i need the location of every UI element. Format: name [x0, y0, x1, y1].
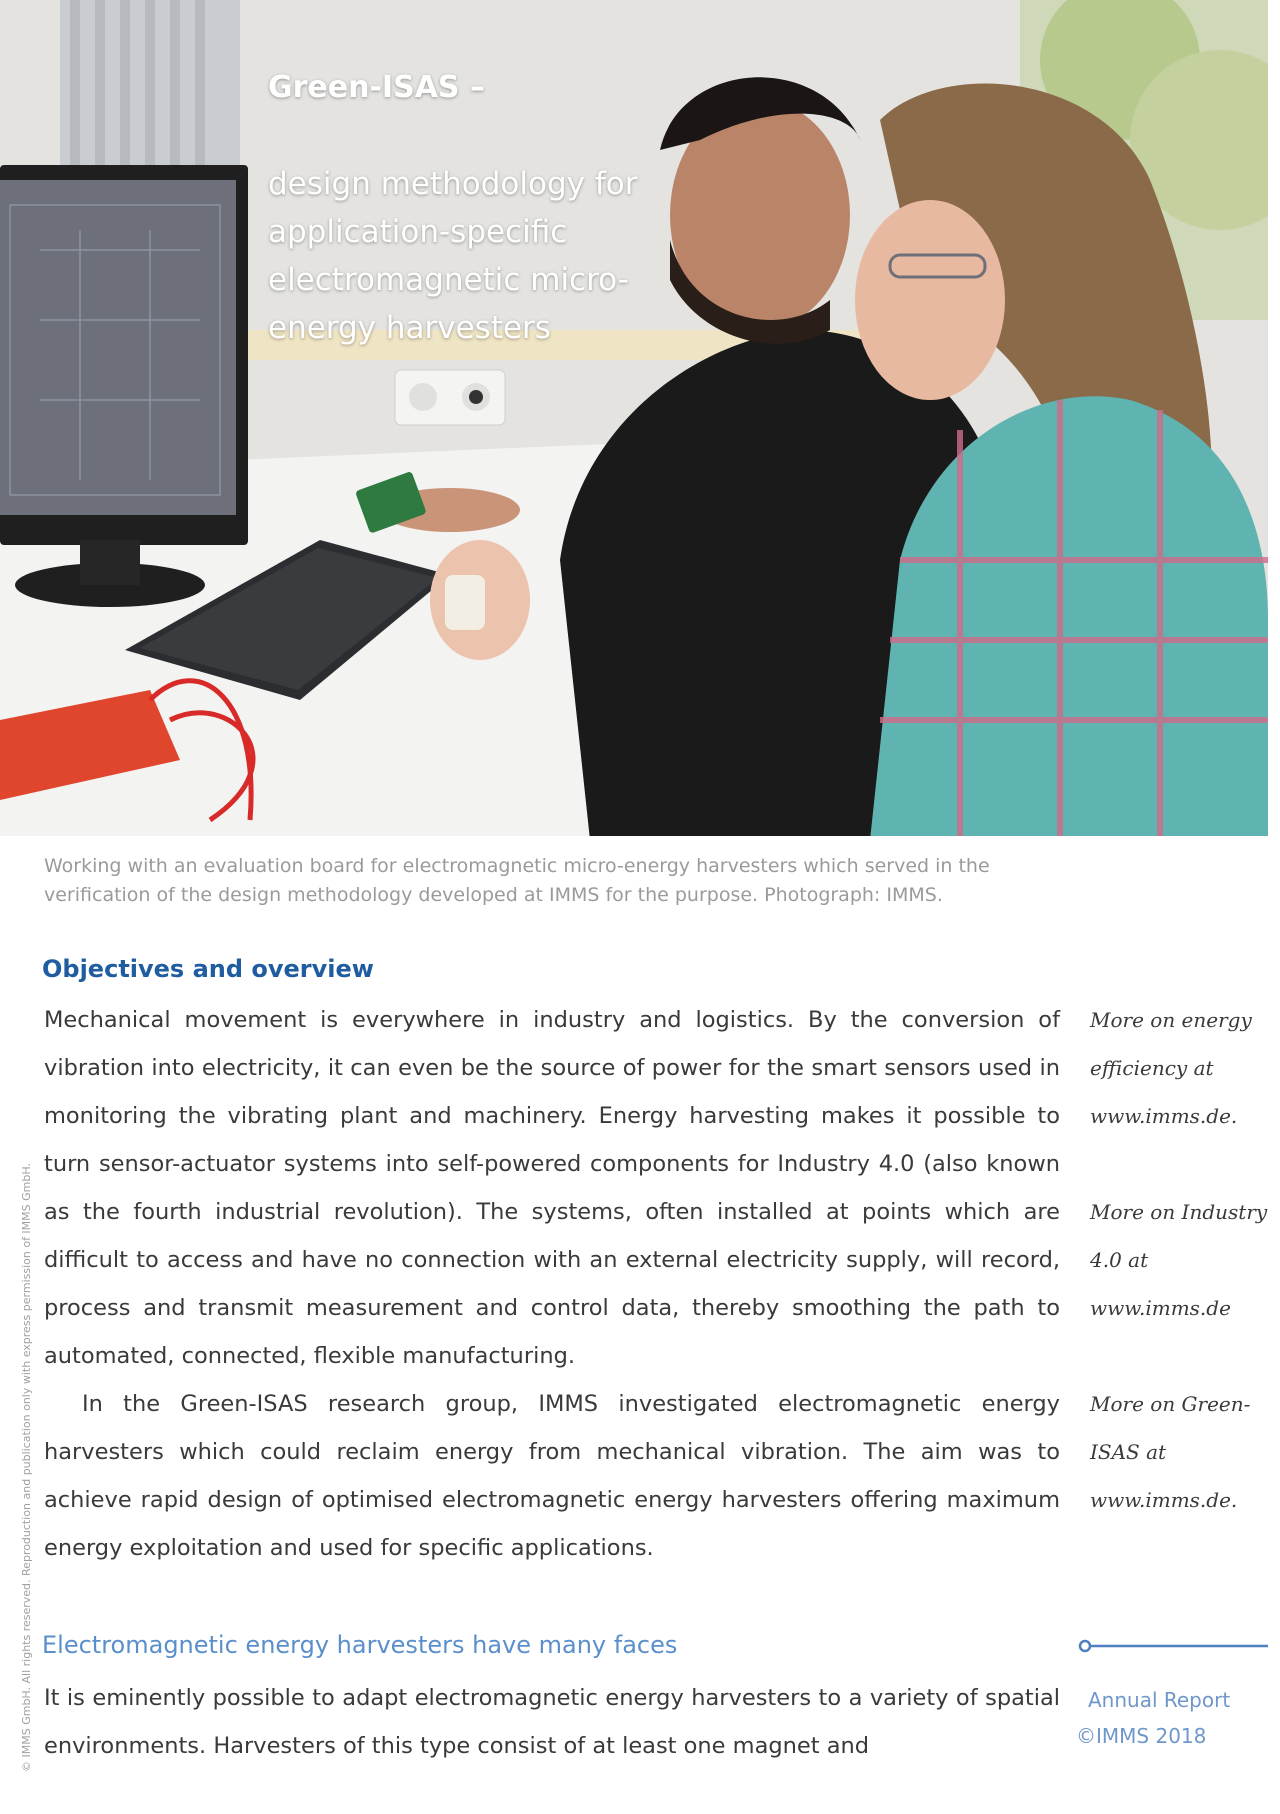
annual-report-label: Annual Report	[1088, 1688, 1231, 1712]
report-copyright: ©IMMS 2018	[1076, 1724, 1207, 1748]
margin-note-industry-40[interactable]: More on Industry 4.0 at www.imms.de	[1090, 1200, 1268, 1320]
hero-subtitle: design methodology for application-specific electromagnetic micro-energy harvesters	[268, 166, 638, 346]
paragraph: In the Green-ISAS research group, IMMS investigated electromagnetic energy harvesters which could reclaim energy from mechanical vibration. The aim was to achieve rapid design of optimised electromagnetic energy harvesters offering maximum energy exploitation and used for specific applications.	[44, 1391, 1060, 1561]
section-heading-harvesters: Electromagnetic energy harvesters have many faces	[42, 1631, 678, 1659]
report-divider-line	[1078, 1638, 1268, 1654]
margin-note-energy-efficiency[interactable]: More on energy efficiency at www.imms.de.	[1090, 1008, 1252, 1128]
hero-title: Green-ISAS –	[268, 70, 485, 105]
hero-photo	[0, 0, 1268, 836]
paragraph: Mechanical movement is everywhere in industry and logistics. By the conversion of vibration into electricity, it can even be the source of power for the smart sensors used in monitoring the vibrating plant and machinery. Energy harvesting makes it possible to turn sensor-actuator systems into self-powered components for Industry 4.0 (also known as the fourth industrial revolution). The systems, often installed at points which are difficult to access and have no connection with an external electricity supply, will record, process and transmit measurement and control data, thereby smoothing the path to automated, connected, flexible manufacturing.	[44, 1007, 1060, 1369]
margin-note-green-isas[interactable]: More on Green-ISAS at www.imms.de.	[1090, 1392, 1251, 1512]
hero-title-block	[268, 64, 688, 352]
side-copyright: © IMMS GmbH. All rights reserved. Reproduction and publication only with express permission of IMMS GmbH.	[20, 1163, 33, 1772]
photo-caption: Working with an evaluation board for electromagnetic micro-energy harvesters which served in the verification of the design methodology developed at IMMS for the purpose. Photograph: IMMS.	[44, 855, 990, 906]
section-heading-objectives: Objectives and overview	[42, 955, 374, 983]
paragraph: It is eminently possible to adapt electromagnetic energy harvesters to a variety of spatial environments. Harvesters of this type consist of at least one magnet and	[44, 1685, 1060, 1759]
